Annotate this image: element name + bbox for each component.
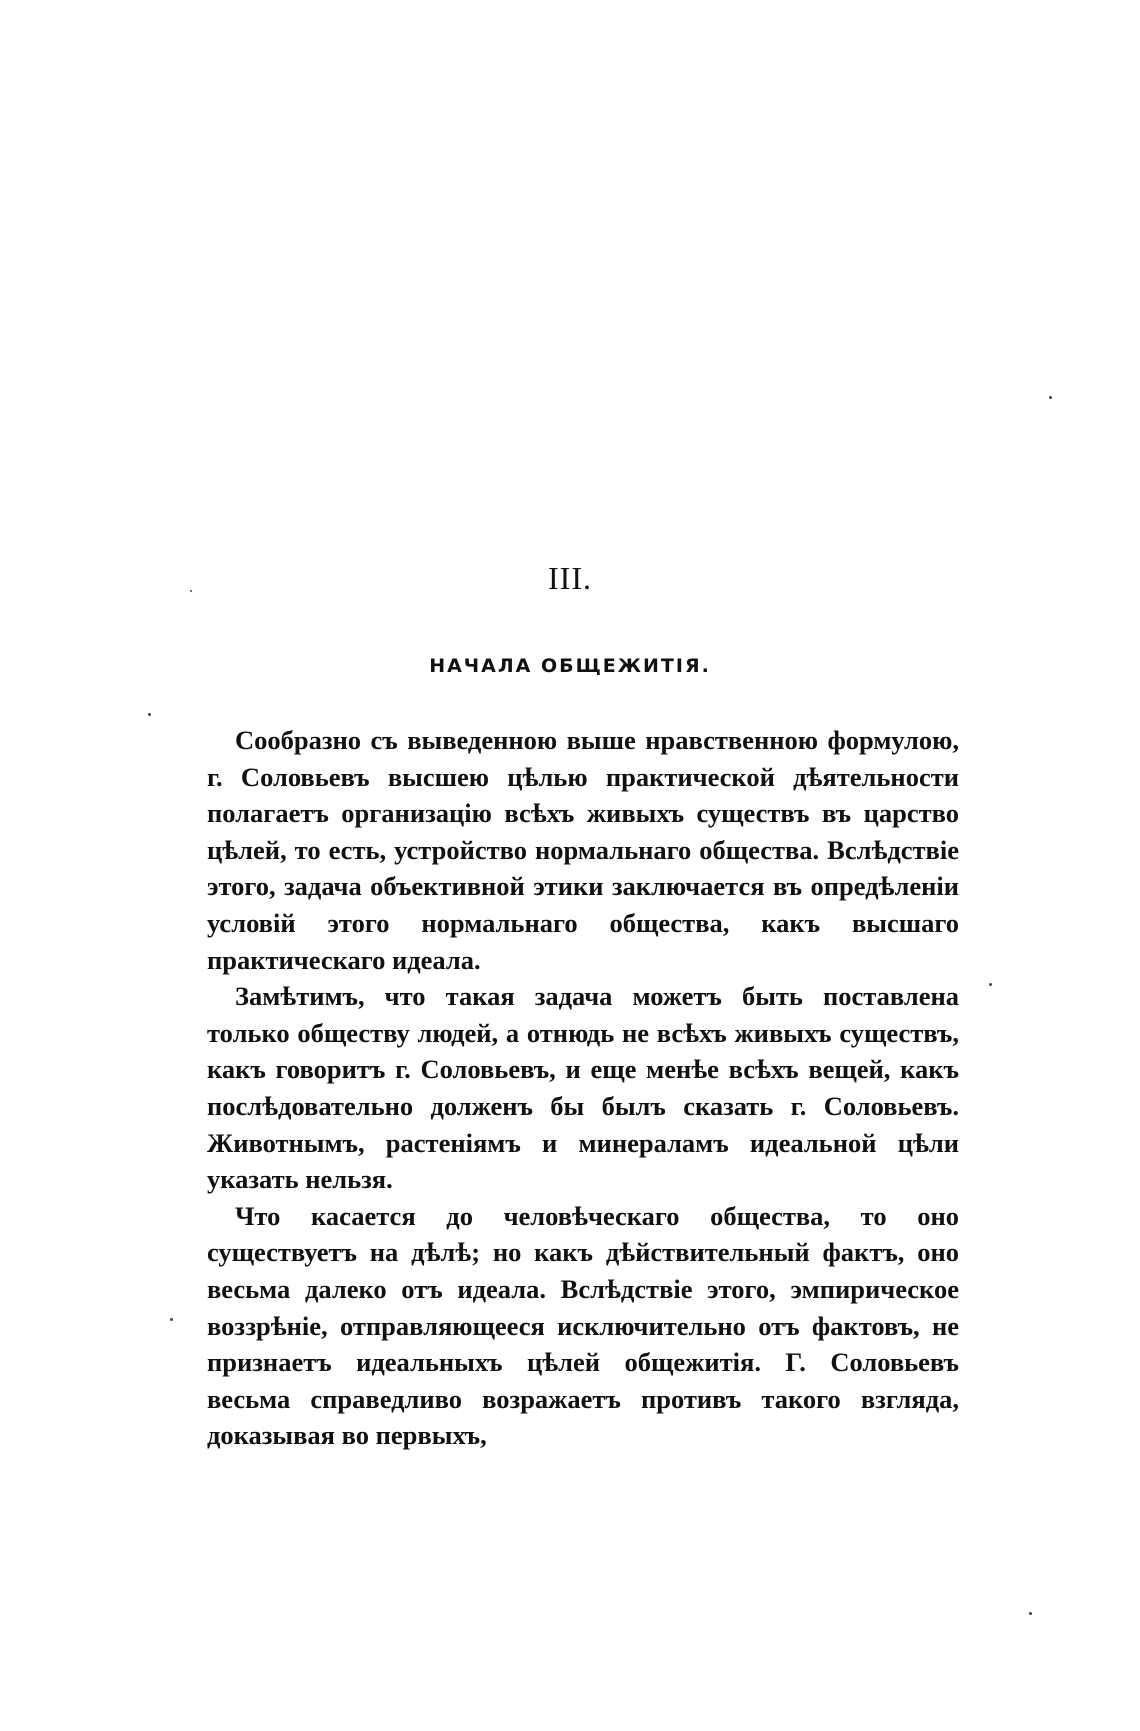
scan-speck (1029, 1612, 1032, 1615)
paragraph-3: Что касается до человѣческаго общества, то оно существуетъ на дѣлѣ; но какъ дѣйствительный фактъ, оно весьма далеко отъ идеала. Вслѣдствіе этого, эмпирическое воззрѣніе, отправляющееся исключительно отъ фактовъ, не признаетъ идеальныхъ цѣлей общежитія. Г. Соловьевъ весьма справедливо возражаетъ противъ такого взгляда, доказывая во первыхъ, (207, 1200, 959, 1451)
chapter-number: III. (548, 560, 592, 596)
scan-speck (1049, 396, 1052, 399)
paragraph-1: Сообразно съ выведенною выше нравственною формулою, г. Соловьевъ высшею цѣлью практической дѣятельности полагаетъ организацію всѣхъ живыхъ существъ въ царство цѣлей, то есть, устройство нормальнаго общества. Вслѣдствіе этого, задача объективной этики заключается въ опредѣленіи условій этого нормальнаго общества, какъ высшаго практическаго идеала. (207, 725, 959, 975)
scan-speck (190, 590, 192, 592)
paragraph-2: Замѣтимъ, что такая задача можетъ быть поставлена только обществу людей, а отнюдь не всѣхъ живыхъ существъ, какъ говоритъ г. Соловьевъ, и еще менѣе всѣхъ вещей, какъ послѣдовательно долженъ бы былъ сказать г. Соловьевъ. Животнымъ, растеніямъ и минераламъ идеальной цѣли указать нельзя. (207, 981, 959, 1195)
chapter-title: НАЧАЛА ОБЩЕЖИТІЯ. (429, 655, 711, 677)
body-text (207, 722, 959, 1454)
scan-speck (148, 713, 151, 716)
scan-speck (989, 983, 992, 986)
scan-speck (170, 1318, 173, 1321)
